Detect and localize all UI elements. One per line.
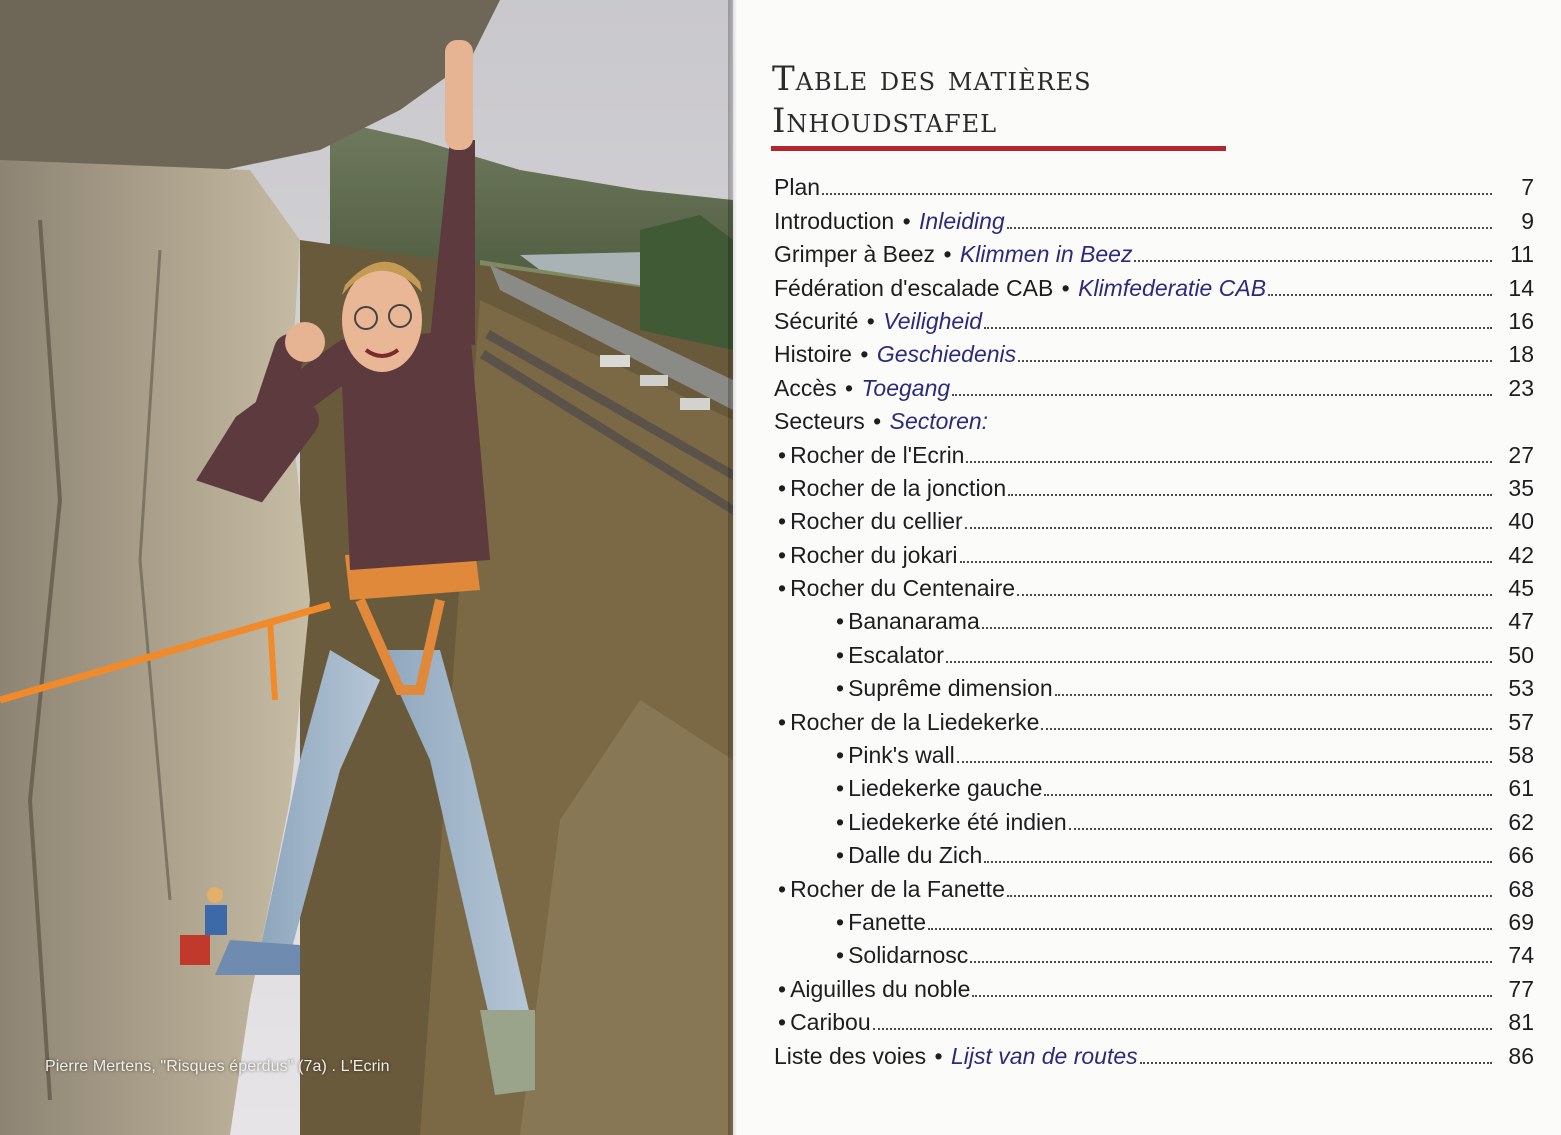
toc-title xyxy=(772,58,1092,142)
toc-entry xyxy=(774,635,1534,668)
toc-entry xyxy=(774,502,1534,535)
bullet-icon: • xyxy=(836,608,845,635)
toc-entry-french: Rocher du Centenaire xyxy=(790,575,1016,602)
toc-list xyxy=(774,168,1534,1070)
toc-entry-page: 18 xyxy=(1508,341,1534,368)
toc-entry-label xyxy=(774,208,1005,235)
bullet-icon: • xyxy=(778,441,787,468)
dot-leader xyxy=(1069,828,1492,830)
toc-entry-french: Liste des voies xyxy=(774,1042,927,1069)
toc-entry-label xyxy=(774,508,963,535)
toc-entry xyxy=(774,335,1534,368)
toc-entry-dutch: Klimmen in Beez xyxy=(959,241,1133,268)
bullet-separator-icon: • xyxy=(937,241,958,268)
bullet-icon: • xyxy=(778,474,787,501)
toc-entry-page: 57 xyxy=(1508,708,1534,735)
bullet-icon: • xyxy=(778,575,787,602)
toc-entry-label xyxy=(774,942,968,969)
toc-entry-label xyxy=(774,1009,871,1036)
dot-leader xyxy=(1008,494,1492,496)
toc-entry xyxy=(774,535,1534,568)
dot-leader xyxy=(1055,694,1492,696)
toc-entry-french: Dalle du Zich xyxy=(848,842,983,869)
dot-leader xyxy=(1017,594,1492,596)
toc-entry-french: Rocher du jokari xyxy=(790,541,958,568)
toc-entry xyxy=(774,235,1534,268)
toc-entry-label xyxy=(774,976,970,1003)
toc-entry-label xyxy=(774,842,982,869)
toc-entry-page: 77 xyxy=(1508,975,1534,1002)
toc-entry-label xyxy=(774,308,982,335)
bullet-icon: • xyxy=(836,808,845,835)
dot-leader xyxy=(1044,794,1492,796)
toc-entry-page: 9 xyxy=(1521,207,1534,234)
dot-leader xyxy=(822,193,1492,195)
toc-entry-page: 61 xyxy=(1508,775,1534,802)
dot-leader xyxy=(984,327,1492,329)
toc-entry-french: Bananarama xyxy=(848,608,980,635)
bullet-icon: • xyxy=(836,842,845,869)
toc-entry-page: 7 xyxy=(1521,174,1534,201)
toc-entry-page: 16 xyxy=(1508,307,1534,334)
toc-title-french: Table des matières xyxy=(772,59,1092,99)
toc-entry-french: Accès xyxy=(774,374,837,401)
toc-entry-label xyxy=(774,241,1132,268)
toc-entry-label xyxy=(774,675,1053,702)
toc-entry xyxy=(774,201,1534,234)
page-gutter xyxy=(728,0,738,1135)
toc-entry-dutch: Klimfederatie CAB xyxy=(1078,274,1267,301)
toc-entry-french: Rocher de la Liedekerke xyxy=(790,708,1040,735)
climbing-photo xyxy=(0,0,733,1135)
dot-leader xyxy=(982,627,1492,629)
toc-entry-french: Histoire xyxy=(774,341,852,368)
toc-entry xyxy=(774,736,1534,769)
toc-entry-label xyxy=(774,442,964,469)
toc-entry-page: 66 xyxy=(1508,842,1534,869)
dot-leader xyxy=(965,527,1492,529)
toc-entry xyxy=(774,702,1534,735)
toc-entry-label xyxy=(774,809,1067,836)
toc-entry-french: Escalator xyxy=(848,641,944,668)
toc-entry-french: Rocher de l'Ecrin xyxy=(790,441,965,468)
toc-entry xyxy=(774,903,1534,936)
toc-entry-french: Rocher de la Fanette xyxy=(790,875,1005,902)
dot-leader xyxy=(970,961,1492,963)
bullet-separator-icon: • xyxy=(860,307,882,334)
toc-entry-page: 53 xyxy=(1508,675,1534,702)
toc-entry-french: Secteurs xyxy=(774,408,865,435)
bullet-icon: • xyxy=(778,508,787,535)
toc-entry xyxy=(774,936,1534,969)
dot-leader xyxy=(984,861,1492,863)
toc-entry-french: Rocher de la jonction xyxy=(790,474,1007,501)
bullet-separator-icon: • xyxy=(928,1042,949,1069)
dot-leader xyxy=(1134,260,1492,262)
toc-entry-page: 45 xyxy=(1508,575,1534,602)
toc-entry-page: 81 xyxy=(1508,1009,1534,1036)
toc-entry-label xyxy=(774,876,1005,903)
bullet-icon: • xyxy=(778,975,787,1002)
dot-leader xyxy=(1041,728,1492,730)
toc-entry xyxy=(774,669,1534,702)
toc-entry-french: Rocher du cellier xyxy=(790,508,963,535)
toc-entry-dutch: Lijst van de routes xyxy=(950,1042,1138,1069)
toc-entry-page: 86 xyxy=(1508,1042,1534,1069)
bullet-icon: • xyxy=(836,675,845,702)
toc-entry xyxy=(774,602,1534,635)
toc-entry-french: Sécurité xyxy=(774,307,859,334)
toc-entry xyxy=(774,268,1534,301)
toc-entry-french: Caribou xyxy=(790,1009,871,1036)
toc-entry-page: 11 xyxy=(1510,241,1534,268)
toc-entry-french: Pink's wall xyxy=(848,742,955,769)
toc-title-dutch: Inhoudstafel xyxy=(772,101,998,141)
toc-entry xyxy=(774,168,1534,201)
toc-entry xyxy=(774,1036,1534,1069)
toc-entry-label xyxy=(774,542,958,569)
dot-leader xyxy=(1007,895,1492,897)
toc-entry xyxy=(774,769,1534,802)
dot-leader xyxy=(960,561,1492,563)
toc-entry-dutch: Inleiding xyxy=(919,207,1005,234)
toc-entry-page: 14 xyxy=(1508,274,1534,301)
bullet-icon: • xyxy=(836,742,845,769)
toc-entry xyxy=(774,368,1534,401)
toc-entry xyxy=(774,869,1534,902)
bullet-icon: • xyxy=(778,875,787,902)
dot-leader xyxy=(952,394,1492,396)
bullet-icon: • xyxy=(778,1009,787,1036)
dot-leader xyxy=(946,661,1492,663)
climber-illustration xyxy=(0,0,733,1135)
toc-entry xyxy=(774,402,1534,435)
bullet-separator-icon: • xyxy=(1055,274,1077,301)
toc-entry-french: Liedekerke été indien xyxy=(848,808,1067,835)
dot-leader xyxy=(1140,1062,1492,1064)
bullet-icon: • xyxy=(778,541,787,568)
toc-entry-french: Fédération d'escalade CAB xyxy=(774,274,1054,301)
toc-entry-page: 50 xyxy=(1508,641,1534,668)
toc-entry-label xyxy=(774,174,820,201)
toc-entry-label xyxy=(774,1043,1138,1070)
toc-entry-label xyxy=(774,709,1039,736)
toc-entry-french: Grimper à Beez xyxy=(774,241,936,268)
photo-caption: Pierre Mertens, "Risques éperdus" (7a) . L'Ecrin xyxy=(45,1058,390,1075)
bullet-separator-icon: • xyxy=(896,207,918,234)
toc-entry-page: 74 xyxy=(1508,942,1534,969)
toc-entry-page: 40 xyxy=(1508,508,1534,535)
toc-entry xyxy=(774,802,1534,835)
bullet-icon: • xyxy=(778,708,787,735)
dot-leader xyxy=(873,1028,1492,1030)
toc-entry-label xyxy=(774,775,1042,802)
toc-entry xyxy=(774,435,1534,468)
dot-leader xyxy=(928,928,1492,930)
toc-entry-french: Aiguilles du noble xyxy=(790,975,971,1002)
toc-entry-page: 69 xyxy=(1508,908,1534,935)
toc-entry xyxy=(774,969,1534,1002)
toc-entry-french: Suprême dimension xyxy=(848,675,1053,702)
toc-entry-label xyxy=(774,575,1015,602)
dot-leader xyxy=(966,461,1492,463)
toc-entry-dutch: Toegang xyxy=(861,374,951,401)
toc-entry-french: Introduction xyxy=(774,207,895,234)
bullet-separator-icon: • xyxy=(866,408,888,435)
toc-entry xyxy=(774,1003,1534,1036)
toc-entry-label xyxy=(774,608,980,635)
bullet-separator-icon: • xyxy=(838,374,860,401)
toc-entry-label xyxy=(774,408,988,435)
toc-entry-label xyxy=(774,375,950,402)
toc-entry-french: Fanette xyxy=(848,908,927,935)
dot-leader xyxy=(957,761,1492,763)
toc-entry-page: 58 xyxy=(1508,742,1534,769)
bullet-icon: • xyxy=(836,942,845,969)
toc-entry-page: 27 xyxy=(1508,441,1534,468)
toc-entry-label xyxy=(774,475,1006,502)
toc-entry-label xyxy=(774,341,1016,368)
toc-entry-french: Solidarnosc xyxy=(848,942,969,969)
toc-entry xyxy=(774,469,1534,502)
toc-entry xyxy=(774,302,1534,335)
toc-entry-label xyxy=(774,642,944,669)
toc-entry xyxy=(774,569,1534,602)
bullet-icon: • xyxy=(836,641,845,668)
toc-entry-french: Liedekerke gauche xyxy=(848,775,1043,802)
dot-leader xyxy=(1268,294,1492,296)
toc-entry-page: 47 xyxy=(1508,608,1534,635)
bullet-separator-icon: • xyxy=(853,341,875,368)
toc-entry-label xyxy=(774,742,955,769)
toc-entry-page: 42 xyxy=(1508,541,1534,568)
toc-entry-page: 35 xyxy=(1508,474,1534,501)
toc-entry-dutch: Geschiedenis xyxy=(876,341,1017,368)
dot-leader xyxy=(1018,360,1492,362)
bullet-icon: • xyxy=(836,775,845,802)
toc-entry-page: 23 xyxy=(1508,374,1534,401)
toc-entry xyxy=(774,836,1534,869)
toc-entry-page: 62 xyxy=(1508,808,1534,835)
toc-entry-page: 68 xyxy=(1508,875,1534,902)
toc-entry-dutch: Veiligheid xyxy=(883,307,983,334)
toc-entry-label xyxy=(774,275,1266,302)
bullet-icon: • xyxy=(836,908,845,935)
dot-leader xyxy=(1007,227,1492,229)
dot-leader xyxy=(972,995,1492,997)
toc-entry-french: Plan xyxy=(774,174,821,201)
title-underline xyxy=(771,146,1226,151)
toc-entry-label xyxy=(774,909,926,936)
toc-entry-dutch: Sectoren: xyxy=(889,408,989,435)
